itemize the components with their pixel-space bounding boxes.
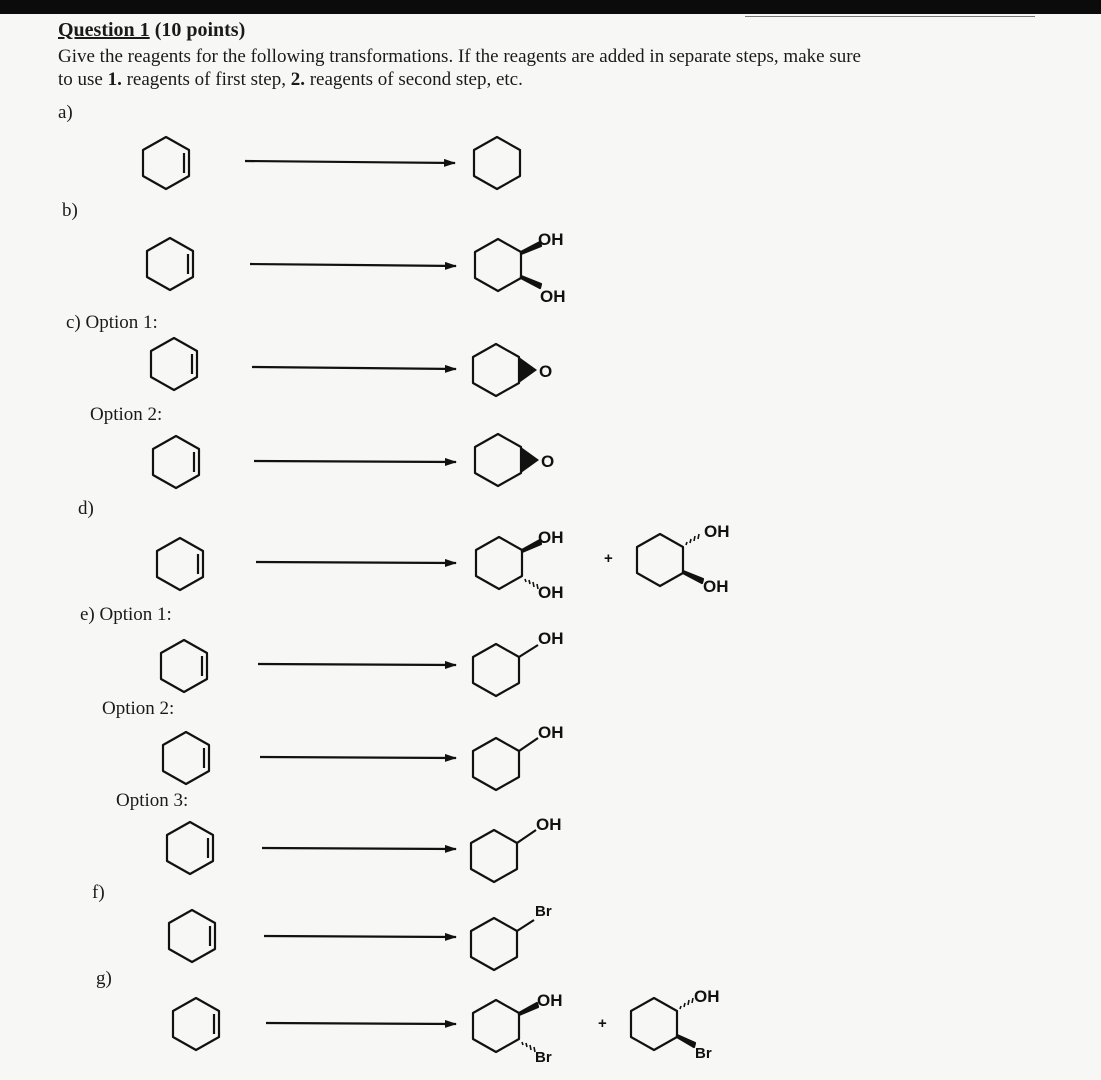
label-g: g) xyxy=(96,968,112,989)
oh-label-e3: OH xyxy=(536,815,562,834)
question-title: Question 1 (10 points) xyxy=(58,19,246,41)
reaction-arrow-f xyxy=(264,936,456,937)
product-bromohydrin-g-1 xyxy=(473,1000,538,1052)
label-e-option-3: Option 3: xyxy=(116,790,189,811)
oh-label-d2-bottom: OH xyxy=(703,577,729,596)
br-label-g1: Br xyxy=(535,1049,552,1066)
reactant-cyclohexene-b xyxy=(147,238,193,290)
o-label-c1: O xyxy=(539,362,553,381)
product-trans-diol-d-2 xyxy=(637,534,703,586)
product-cyclohexanol-e1 xyxy=(473,644,538,696)
label-f: f) xyxy=(92,882,105,903)
reactant-cyclohexene-d xyxy=(157,538,203,590)
reaction-arrow-a xyxy=(245,161,455,163)
product-cyclohexanol-e3 xyxy=(471,830,536,882)
oh-label-b-top: OH xyxy=(538,230,564,249)
label-e-option-2: Option 2: xyxy=(102,698,175,719)
oh-label-d1-bottom: OH xyxy=(538,583,564,602)
reaction-arrow-e1 xyxy=(258,664,456,665)
oh-label-e1: OH xyxy=(538,629,564,648)
atom-labels xyxy=(535,230,730,1066)
reactant-cyclohexene-c2 xyxy=(153,436,199,488)
label-d: d) xyxy=(78,498,94,519)
label-b: b) xyxy=(62,200,78,221)
reaction-arrow-c1 xyxy=(252,367,456,369)
plus-sign-g: + xyxy=(598,1015,607,1032)
product-bromohydrin-g-2 xyxy=(631,998,695,1050)
reaction-arrow-c2 xyxy=(254,461,456,462)
product-cis-diol-b xyxy=(475,239,541,291)
reactant-cyclohexene-e1 xyxy=(161,640,207,692)
plus-sign-d: + xyxy=(604,550,613,567)
reaction-arrow-g xyxy=(266,1023,456,1024)
label-e-option-1: e) Option 1: xyxy=(80,604,172,625)
reaction-arrow-e3 xyxy=(262,848,456,849)
oh-label-g2: OH xyxy=(694,987,720,1006)
product-trans-diol-d-1 xyxy=(476,537,541,589)
reactant-cyclohexene-c1 xyxy=(151,338,197,390)
oh-label-g1: OH xyxy=(537,991,563,1010)
oh-label-d1-top: OH xyxy=(538,528,564,547)
product-epoxide-c2 xyxy=(475,434,539,486)
reactant-cyclohexene-a xyxy=(143,137,189,189)
product-cyclohexanol-e2 xyxy=(473,738,538,790)
label-c-option-2: Option 2: xyxy=(90,404,163,425)
product-epoxide-c1 xyxy=(473,344,537,396)
reactant-cyclohexene-g xyxy=(173,998,219,1050)
reactant-cyclohexene-f xyxy=(169,910,215,962)
br-label-f: Br xyxy=(535,903,552,920)
product-cyclohexane-a xyxy=(474,137,520,189)
reaction-arrow-e2 xyxy=(260,757,456,758)
reaction-arrow-d xyxy=(256,562,456,563)
oh-label-b-bottom: OH xyxy=(540,287,566,306)
instructions: Give the reagents for the following transformations. If the reagents are added in separate steps, make sure to use 1. reagents of first step, 2. reagents of second step, etc. xyxy=(58,46,861,90)
reaction-arrow-b xyxy=(250,264,456,266)
oh-label-d2-top: OH xyxy=(704,522,730,541)
reactant-cyclohexene-e3 xyxy=(167,822,213,874)
br-label-g2: Br xyxy=(695,1045,712,1062)
oh-label-e2: OH xyxy=(538,723,564,742)
reactant-cyclohexene-e2 xyxy=(163,732,209,784)
product-bromocyclohexane-f xyxy=(471,918,534,970)
label-c-option-1: c) Option 1: xyxy=(66,312,158,333)
o-label-c2: O xyxy=(541,452,555,471)
label-a: a) xyxy=(58,102,73,123)
